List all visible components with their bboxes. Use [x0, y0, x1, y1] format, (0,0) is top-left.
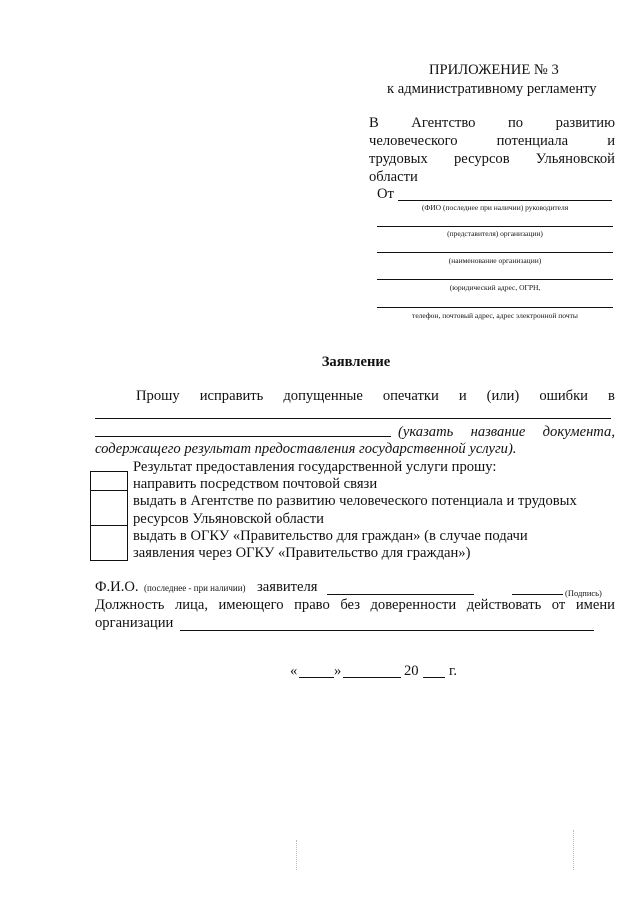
addressee-word: Ульяновской [535, 151, 615, 167]
request-word: опечатки [382, 388, 439, 404]
document-blank-line-2[interactable] [95, 436, 391, 437]
from-caption-4: (юридический адрес, ОГРН, [449, 283, 541, 292]
option-agency-checkbox[interactable] [90, 490, 128, 526]
date-year-line[interactable] [423, 677, 445, 678]
addressee-word: трудовых [369, 151, 428, 167]
from-caption-5: телефон, почтовый адрес, адрес электронной почты [412, 311, 578, 320]
addressee-word: ресурсов [453, 151, 510, 167]
hint-word: название [470, 424, 526, 440]
option-ogku-label-line-1: выдать в ОГКУ «Правительство для граждан» (в случае подачи [133, 528, 528, 544]
option-postal-label: направить посредством почтовой связи [133, 476, 378, 492]
request-line [136, 388, 615, 405]
position-word: лица, [174, 597, 208, 613]
position-word: доверенности [370, 597, 457, 613]
from-caption-3: (наименование организации) [448, 256, 542, 265]
addressee-word: и [607, 133, 615, 149]
options-intro: Результат предоставления государственной услуги прошу: [133, 459, 497, 475]
position-line [95, 597, 615, 614]
position-word: имеющего [218, 597, 284, 613]
option-ogku-checkbox[interactable] [90, 525, 128, 561]
addressee-word: человеческого [369, 133, 458, 149]
from-blank-line-2[interactable] [377, 226, 613, 227]
from-blank-line-4[interactable] [377, 279, 613, 280]
request-word: ошибки [539, 388, 588, 404]
addressee-word: потенциала [496, 133, 569, 149]
hint-word: (указать [398, 424, 454, 440]
date-close-quote: » [334, 663, 342, 679]
addressee-word: по [507, 115, 524, 131]
signature-note: (Подпись) [565, 588, 602, 598]
from-blank-line-1[interactable] [398, 200, 612, 201]
hint-line-1 [398, 424, 615, 441]
date-day-line[interactable] [299, 677, 334, 678]
from-blank-line-5[interactable] [377, 307, 613, 308]
addressee-line-3 [369, 151, 615, 168]
date-month-line[interactable] [343, 677, 401, 678]
position-word: право [294, 597, 330, 613]
organization-label: организации [95, 615, 174, 631]
addressee-word: Агентство [411, 115, 476, 131]
position-word: имени [575, 597, 615, 613]
scan-mark-left [296, 840, 298, 870]
appendix-title: ПРИЛОЖЕНИЕ № 3 [429, 62, 559, 78]
request-word: и [458, 388, 467, 404]
position-word: без [340, 597, 360, 613]
from-caption-1: (ФИО (последнее при наличии) руководителя [421, 203, 569, 212]
option-agency-label-line-1: выдать в Агентстве по развитию человеческого потенциала и трудовых [133, 493, 577, 509]
position-word: действовать [466, 597, 542, 613]
fio-note: (последнее - при наличии) [144, 583, 246, 593]
date-year-suffix: г. [449, 663, 457, 679]
option-postal-checkbox[interactable] [90, 471, 128, 491]
position-word: Должность [95, 597, 165, 613]
from-blank-line-3[interactable] [377, 252, 613, 253]
option-agency-label-line-2: ресурсов Ульяновской области [133, 511, 324, 527]
from-caption-2: (представителя) организации) [447, 229, 543, 238]
hint-line-2: содержащего результат предоставления государственной услуги). [95, 441, 517, 457]
request-word: в [608, 388, 615, 404]
request-word: исправить [199, 388, 264, 404]
addressee-line-4: области [369, 169, 418, 185]
hint-word: документа, [542, 424, 615, 440]
signature-input-line[interactable] [512, 594, 563, 595]
request-word: допущенные [283, 388, 363, 404]
date-year-prefix: 20 [404, 663, 419, 679]
addressee-word: В [369, 115, 379, 131]
from-label: От [377, 186, 394, 202]
position-word: от [551, 597, 566, 613]
addressee-word: развитию [555, 115, 615, 131]
form-title: Заявление [321, 354, 391, 370]
request-word: Прошу [136, 388, 180, 404]
fio-input-line[interactable] [327, 594, 474, 595]
fio-label: Ф.И.О. [95, 579, 139, 595]
appendix-subtitle: к административному регламенту [387, 81, 597, 97]
date-open-quote: « [290, 663, 298, 679]
organization-input-line[interactable] [180, 630, 594, 631]
request-word: (или) [486, 388, 520, 404]
addressee-line-2 [369, 133, 615, 150]
addressee-line-1 [369, 115, 615, 132]
fio-suffix: заявителя [257, 579, 318, 595]
option-ogku-label-line-2: заявления через ОГКУ «Правительство для граждан») [133, 545, 471, 561]
document-blank-line-1[interactable] [95, 418, 611, 419]
scan-mark-right [573, 830, 575, 870]
